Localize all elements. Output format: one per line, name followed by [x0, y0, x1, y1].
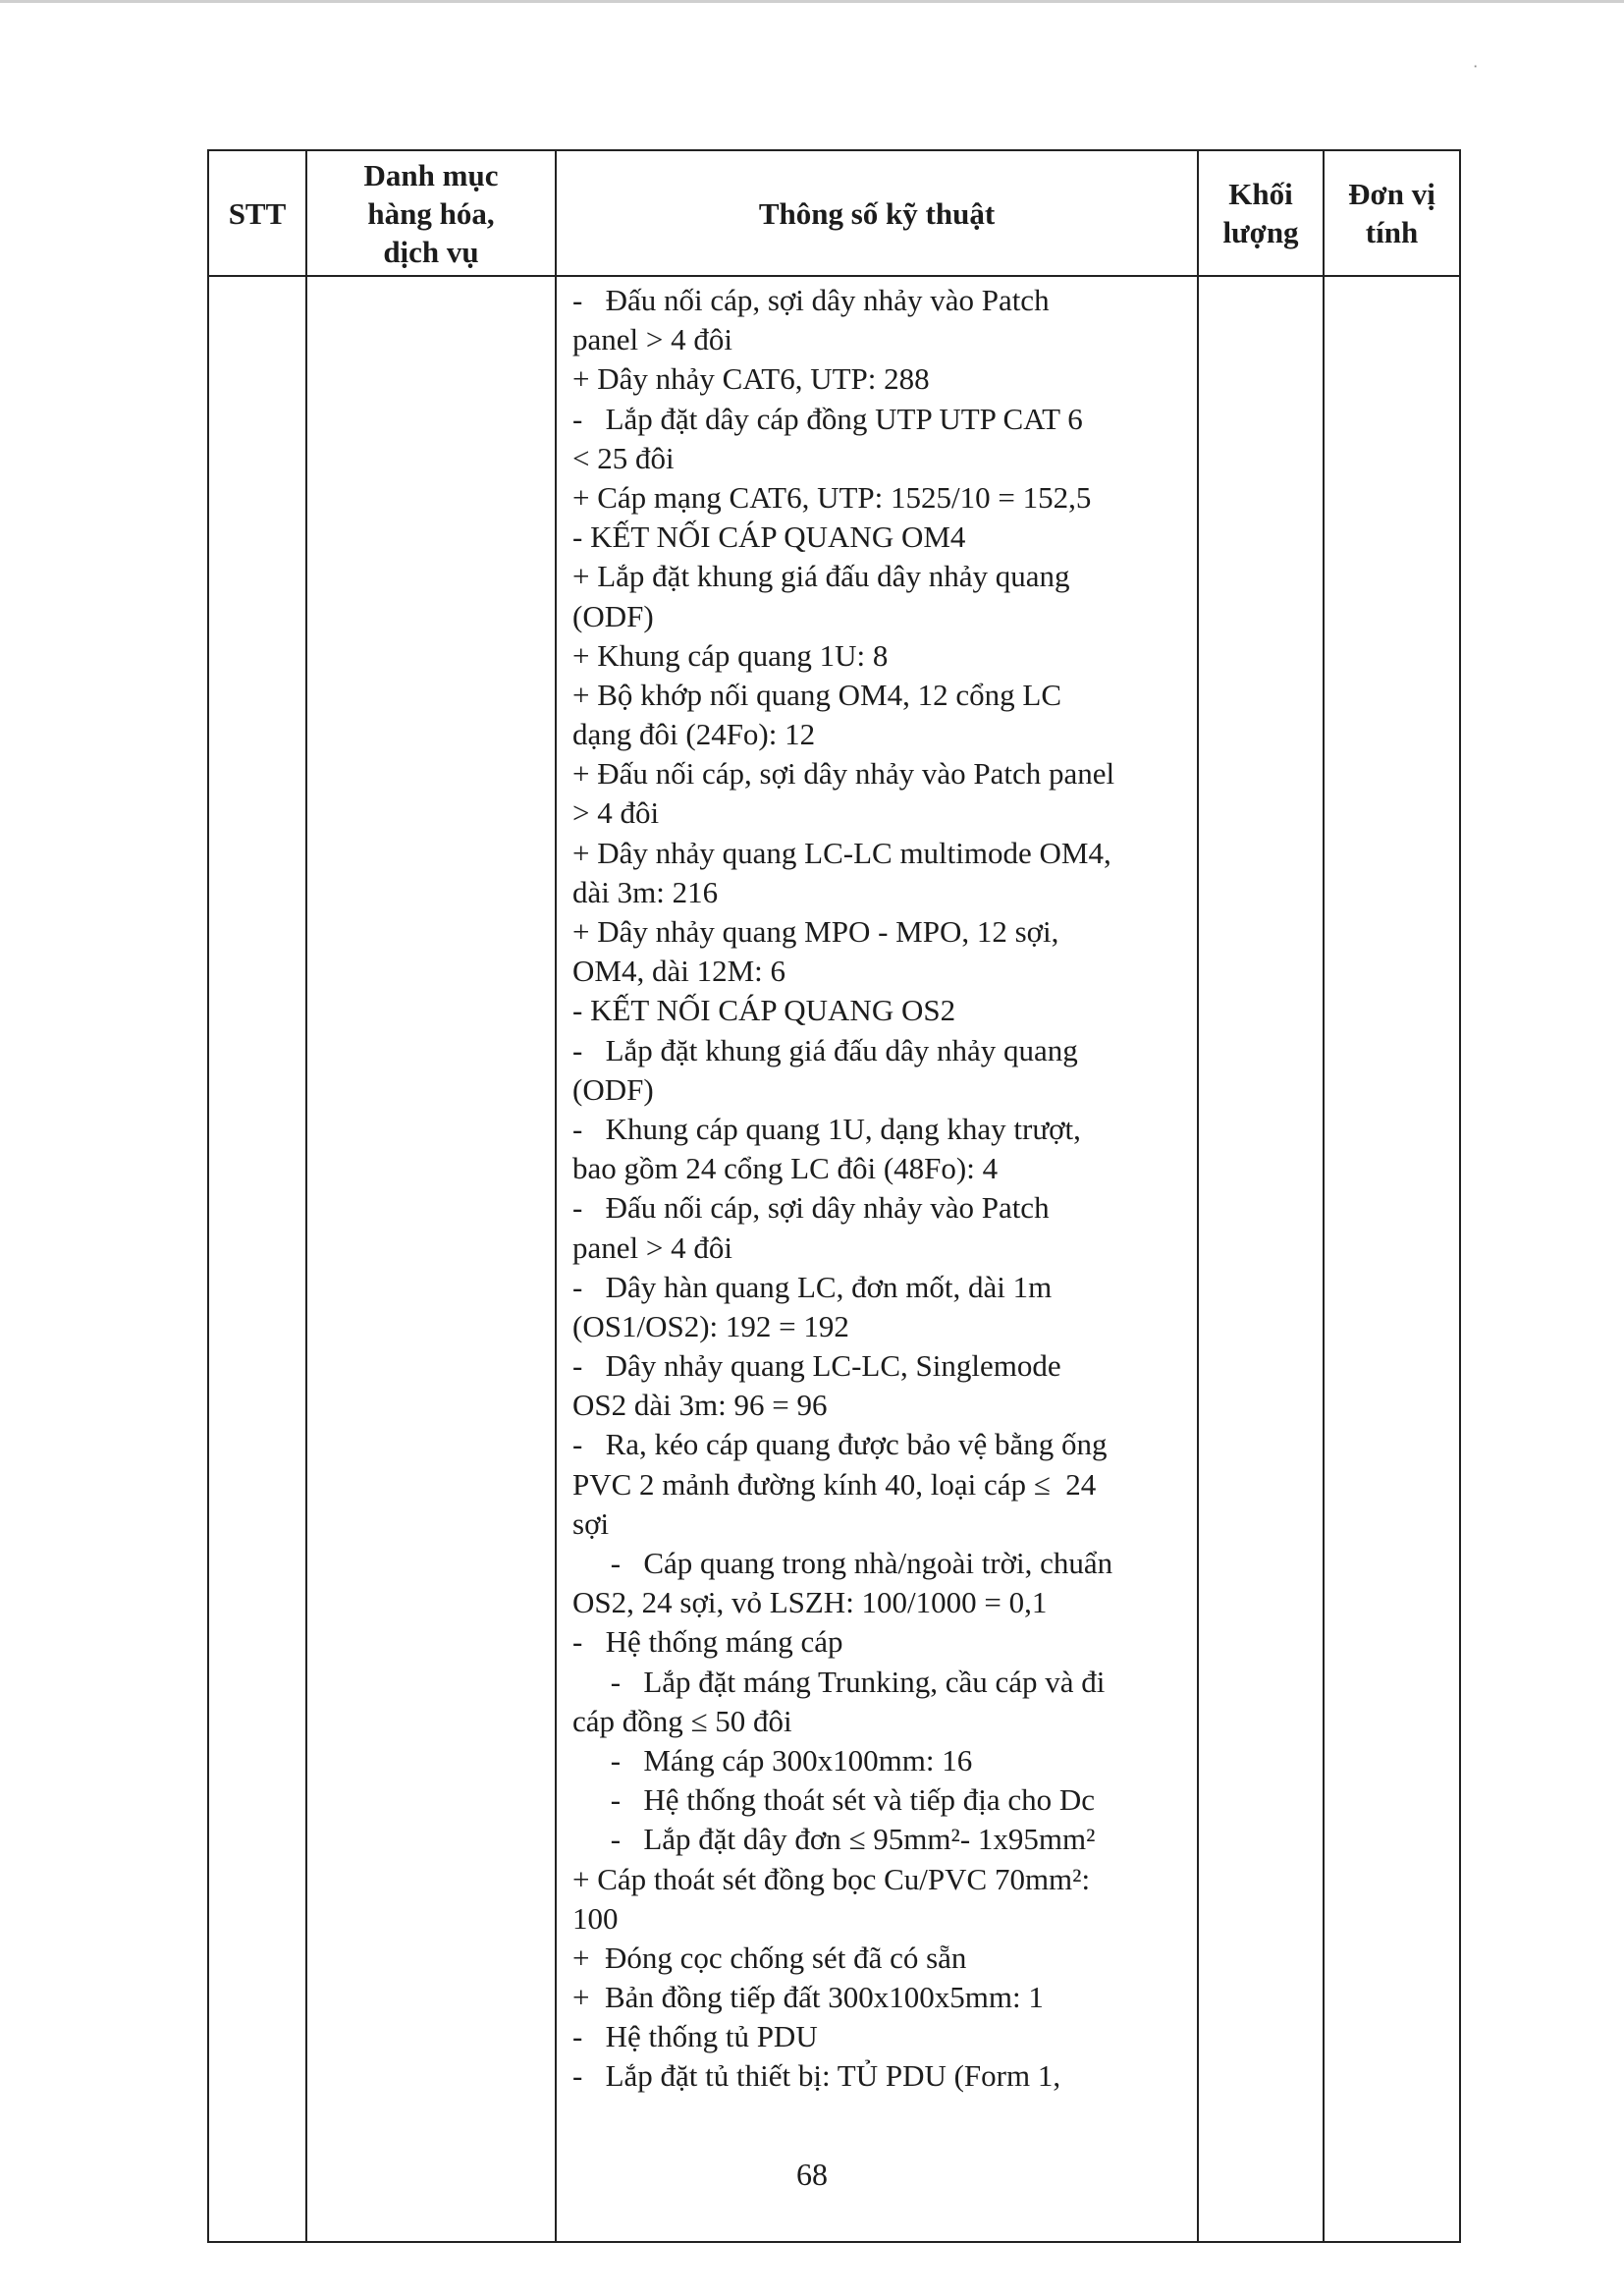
spec-line: - Lắp đặt dây đơn ≤ 95mm²- 1x95mm² — [572, 1822, 1096, 1857]
header-item-line: hàng hóa, — [367, 195, 495, 231]
spec-line: - Lắp đặt máng Trunking, cầu cáp và đi — [572, 1664, 1106, 1699]
quantity-cell — [1198, 276, 1324, 2242]
header-spec: Thông số kỹ thuật — [556, 150, 1198, 276]
spec-line: OM4, dài 12M: 6 — [572, 954, 785, 989]
header-unit-line: tính — [1365, 215, 1419, 249]
spec-line: + Dây nhảy quang MPO - MPO, 12 sợi, — [572, 914, 1059, 949]
spec-line: - Dây nhảy quang LC-LC, Singlemode — [572, 1348, 1061, 1384]
table-row — [208, 276, 1460, 2242]
scan-edge — [0, 0, 1624, 3]
spec-line: - KẾT NỐI CÁP QUANG OM4 — [572, 519, 966, 555]
spec-line: - KẾT NỐI CÁP QUANG OS2 — [572, 993, 956, 1028]
spec-line: - Hệ thống máng cáp — [572, 1624, 843, 1660]
spec-line: OS2 dài 3m: 96 = 96 — [572, 1388, 828, 1423]
spec-line: PVC 2 mảnh đường kính 40, loại cáp ≤ 24 — [572, 1466, 1097, 1502]
spec-line: + Đấu nối cáp, sợi dây nhảy vào Patch panel — [572, 756, 1115, 792]
table-header-row — [208, 150, 1460, 276]
spec-line: - Lắp đặt khung giá đấu dây nhảy quang — [572, 1032, 1078, 1067]
spec-line: sợi — [572, 1505, 610, 1541]
spec-line: panel > 4 đôi — [572, 322, 732, 357]
spec-line: (OS1/OS2): 192 = 192 — [572, 1308, 849, 1343]
unit-cell — [1324, 276, 1460, 2242]
spec-line: panel > 4 đôi — [572, 1230, 732, 1265]
spec-line: + Dây nhảy quang LC-LC multimode OM4, — [572, 835, 1111, 870]
spec-line: - Ra, kéo cáp quang được bảo vệ bằng ống — [572, 1427, 1108, 1462]
spec-line: 100 — [572, 1900, 619, 1936]
spec-line: + Khung cáp quang 1U: 8 — [572, 637, 889, 673]
spec-line: OS2, 24 sợi, vỏ LSZH: 100/1000 = 0,1 — [572, 1585, 1048, 1620]
spec-line: - Máng cáp 300x100mm: 16 — [572, 1742, 973, 1777]
spec-line: > 4 đôi — [572, 795, 660, 831]
spec-line: + Cáp thoát sét đồng bọc Cu/PVC 70mm²: — [572, 1861, 1091, 1896]
spec-cell — [556, 276, 1198, 2242]
spec-line: (ODF) — [572, 1071, 654, 1107]
spec-line: - Hệ thống tủ PDU — [572, 2019, 818, 2054]
spec-line: dạng đôi (24Fo): 12 — [572, 717, 816, 752]
spec-line: - Lắp đặt tủ thiết bị: TỦ PDU (Form 1, — [572, 2058, 1061, 2094]
item-cell — [306, 276, 556, 2242]
spec-line: dài 3m: 216 — [572, 874, 719, 909]
spec-line: - Dây hàn quang LC, đơn mốt, dài 1m — [572, 1269, 1053, 1304]
header-quantity — [1198, 150, 1324, 276]
stt-cell — [208, 276, 306, 2242]
spec-line: - Đấu nối cáp, sợi dây nhảy vào Patch — [572, 1190, 1050, 1226]
page-number: 68 — [796, 2157, 828, 2192]
spec-line: - Đấu nối cáp, sợi dây nhảy vào Patch — [572, 283, 1050, 317]
specification-table-wrapper — [207, 149, 1461, 2243]
spec-line: + Cáp mạng CAT6, UTP: 1525/10 = 152,5 — [572, 479, 1092, 515]
header-item-line: Danh mục — [363, 157, 499, 192]
header-quantity-line: Khối — [1228, 177, 1293, 211]
spec-line: bao gồm 24 cổng LC đôi (48Fo): 4 — [572, 1151, 999, 1186]
spec-line: - Cáp quang trong nhà/ngoài trời, chuẩn — [572, 1546, 1113, 1580]
spec-lines — [557, 277, 1197, 2097]
specification-table — [207, 149, 1461, 2243]
header-stt: STT — [208, 150, 306, 276]
header-item-line: dịch vụ — [383, 234, 479, 269]
spec-line: cáp đồng ≤ 50 đôi — [572, 1703, 792, 1738]
spec-line: + Bản đồng tiếp đất 300x100x5mm: 1 — [572, 1980, 1044, 2015]
spec-line: + Lắp đặt khung giá đấu dây nhảy quang — [572, 559, 1070, 594]
header-unit — [1324, 150, 1460, 276]
spec-line: + Đóng cọc chống sét đã có sẵn — [572, 1940, 967, 1975]
spec-line: (ODF) — [572, 598, 654, 633]
spec-line: - Khung cáp quang 1U, dạng khay trượt, — [572, 1111, 1081, 1146]
spec-line: - Lắp đặt dây cáp đồng UTP UTP CAT 6 — [572, 401, 1083, 436]
spec-line: - Hệ thống thoát sét và tiếp địa cho Dc — [572, 1782, 1096, 1818]
spec-line: + Bộ khớp nối quang OM4, 12 cổng LC — [572, 677, 1061, 712]
scan-speck: ᐧ — [1473, 57, 1478, 77]
header-unit-line: Đơn vị — [1348, 177, 1435, 211]
spec-line: < 25 đôi — [572, 440, 675, 475]
spec-line: + Dây nhảy CAT6, UTP: 288 — [572, 361, 930, 397]
header-item — [306, 150, 556, 276]
header-quantity-line: lượng — [1222, 215, 1299, 249]
